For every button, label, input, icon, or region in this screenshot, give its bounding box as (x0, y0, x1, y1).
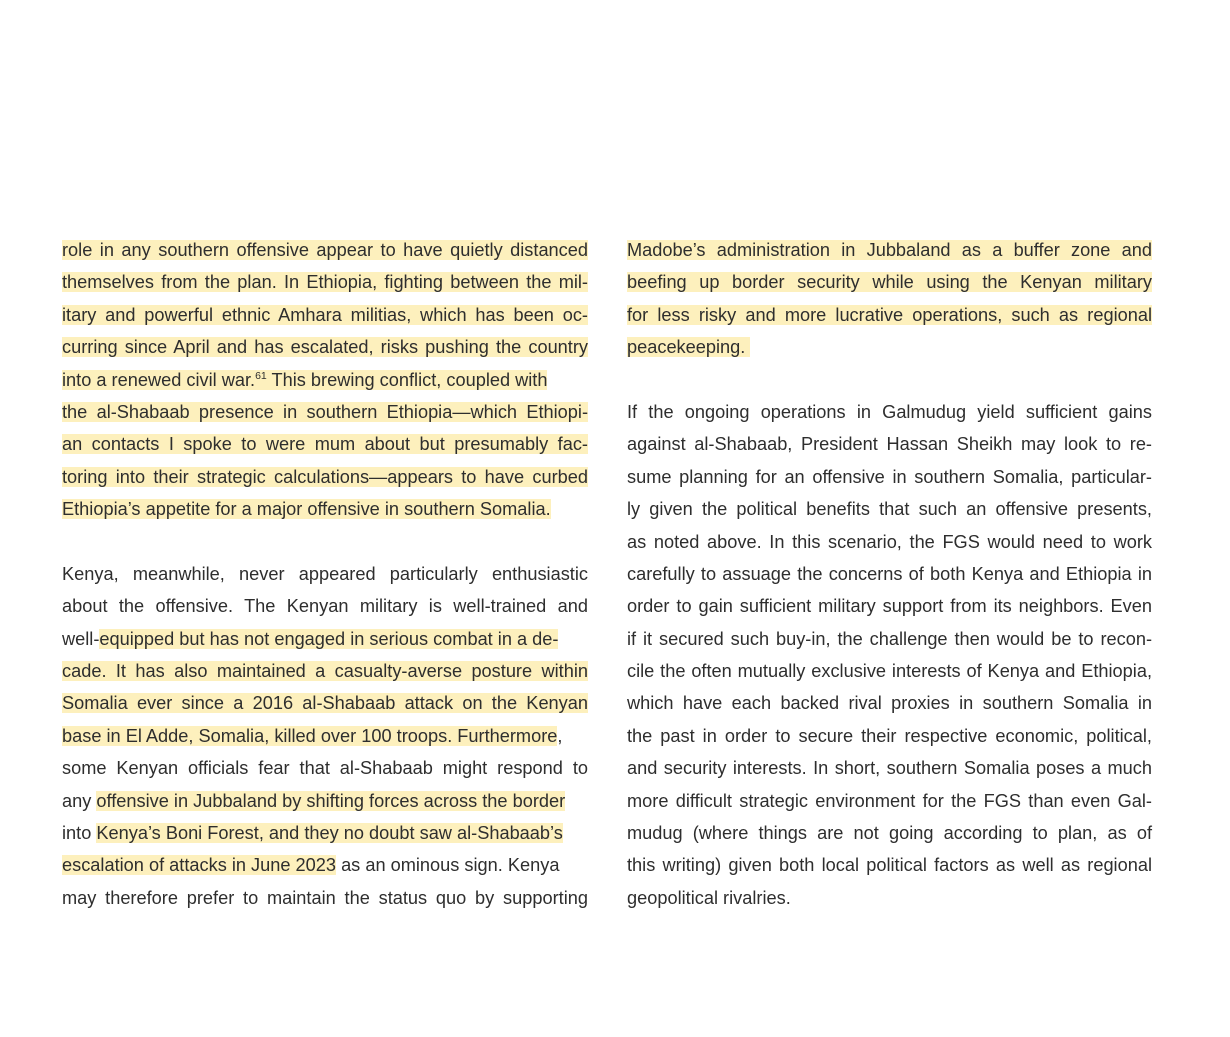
highlighted-text[interactable]: base in El Adde, Somalia, killed over 100 troops. Furthermore (62, 725, 558, 746)
text-run: as noted above. In this scenario, the FGS would need to work (627, 531, 1152, 552)
text-run: if it secured such buy-in, the challenge then would be to recon- (627, 628, 1152, 649)
text-line (62, 496, 588, 528)
text-line (627, 496, 1152, 528)
text-line (62, 431, 588, 463)
text-run: Kenya, meanwhile, never appeared particularly enthusiastic (62, 563, 588, 584)
text-line (627, 723, 1152, 755)
highlighted-text[interactable]: Somalia ever since a 2016 al-Shabaab attack on the Kenyan (62, 693, 588, 714)
text-line (62, 885, 588, 917)
text-run: into (62, 823, 97, 844)
paragraph-galmudug (627, 399, 1152, 917)
text-run: well- (62, 628, 100, 649)
text-line (627, 334, 1152, 366)
text-line (62, 269, 588, 301)
text-line (627, 561, 1152, 593)
text-line (62, 367, 588, 399)
text-line (62, 334, 588, 366)
text-line (62, 399, 588, 431)
text-line (62, 820, 588, 852)
text-run: carefully to assuage the concerns of both Kenya and Ethiopia in (627, 563, 1152, 584)
text-line (627, 885, 1152, 917)
text-line (62, 852, 588, 884)
highlighted-text[interactable]: toring into their strategic calculations—appears to have curbed (62, 466, 588, 487)
paragraph-gap (627, 367, 1152, 399)
highlighted-text[interactable]: peacekeeping. (627, 337, 751, 358)
text-run: this writing) given both local political factors as well as regional (627, 855, 1152, 876)
highlighted-text[interactable]: itary and powerful ethnic Amhara militias, which has been oc- (62, 304, 588, 325)
text-run: mudug (where things are not going according to plan, as of (627, 823, 1152, 844)
text-line (627, 626, 1152, 658)
text-line (627, 788, 1152, 820)
text-line (62, 690, 588, 722)
text-line (627, 690, 1152, 722)
highlighted-text[interactable]: the al-Shabaab presence in southern Ethiopia—which Ethiopi- (62, 401, 588, 422)
text-run: as an ominous sign. Kenya (336, 855, 560, 876)
highlighted-text[interactable] (62, 370, 547, 390)
paragraph-madobe (627, 237, 1152, 367)
text-line (62, 464, 588, 496)
text-run: , (557, 725, 563, 746)
highlighted-text[interactable]: themselves from the plan. In Ethiopia, fighting between the mil- (62, 272, 588, 293)
text-run: into a renewed civil war. (62, 369, 256, 390)
text-line (627, 269, 1152, 301)
highlighted-text[interactable]: Kenya’s Boni Forest, and they no doubt saw al-Shabaab’s (96, 823, 563, 844)
highlighted-text[interactable]: for less risky and more lucrative operations, such as regional (627, 304, 1152, 325)
text-run: sume planning for an offensive in southern Somalia, particular- (627, 466, 1152, 487)
text-line (62, 237, 588, 269)
highlighted-text[interactable]: Ethiopia’s appetite for a major offensive in southern Somalia. (62, 499, 551, 520)
highlighted-text[interactable]: an contacts I spoke to were mum about but presumably fac- (62, 434, 588, 455)
text-line (62, 302, 588, 334)
text-run: geopolitical rivalries. (627, 887, 791, 908)
text-line (627, 237, 1152, 269)
highlighted-text[interactable]: cade. It has also maintained a casualty-averse posture within (62, 661, 588, 682)
text-run: If the ongoing operations in Galmudug yield sufficient gains (627, 401, 1152, 422)
text-line (62, 561, 588, 593)
text-run: cile the often mutually exclusive interests of Kenya and Ethiopia, (627, 661, 1152, 682)
text-line (627, 658, 1152, 690)
paragraph-gap (62, 529, 588, 561)
text-line (62, 755, 588, 787)
text-line (627, 399, 1152, 431)
text-line (627, 593, 1152, 625)
text-line (62, 593, 588, 625)
text-line (627, 755, 1152, 787)
text-run: some Kenyan officials fear that al-Shabaab might respond to (62, 758, 588, 779)
highlighted-text[interactable]: escalation of attacks in June 2023 (62, 855, 337, 876)
right-column (627, 237, 1152, 917)
text-line (627, 852, 1152, 884)
text-run: and security interests. In short, southern Somalia poses a much (627, 758, 1152, 779)
highlighted-text[interactable]: offensive in Jubbaland by shifting forces across the border (96, 790, 566, 811)
text-run: more difficult strategic environment for the FGS than even Gal- (627, 790, 1152, 811)
text-line (627, 820, 1152, 852)
text-run: against al-Shabaab, President Hassan Sheikh may look to re- (627, 434, 1152, 455)
text-line (62, 626, 588, 658)
highlighted-text[interactable]: equipped but has not engaged in serious combat in a de- (99, 628, 559, 649)
text-run: which have each backed rival proxies in southern Somalia in (627, 693, 1152, 714)
paragraph-kenya (62, 561, 588, 917)
highlighted-text[interactable]: Madobe’s administration in Jubbaland as a buffer zone and (627, 240, 1152, 260)
text-run: about the offensive. The Kenyan military is well-trained and (62, 596, 588, 617)
highlighted-text[interactable]: beefing up border security while using the Kenyan military (627, 272, 1152, 293)
text-line (627, 529, 1152, 561)
footnote-marker[interactable]: 61 (255, 369, 267, 382)
text-run: order to gain sufficient military support from its neighbors. Even (627, 596, 1152, 617)
text-run: any (62, 790, 97, 811)
paragraph-ethiopia (62, 237, 588, 529)
text-line (627, 431, 1152, 463)
text-line (62, 723, 588, 755)
text-run: This brewing conflict, coupled with (266, 369, 548, 390)
text-line (627, 464, 1152, 496)
highlighted-text[interactable]: role in any southern offensive appear to have quietly distanced (62, 240, 588, 260)
left-column (62, 237, 588, 917)
text-line (627, 302, 1152, 334)
text-line (62, 788, 588, 820)
text-run: ly given the political benefits that such an offensive presents, (627, 499, 1152, 520)
text-line (62, 658, 588, 690)
text-run: the past in order to secure their respective economic, political, (627, 725, 1152, 746)
text-run: may therefore prefer to maintain the status quo by supporting (62, 887, 588, 908)
highlighted-text[interactable]: curring since April and has escalated, risks pushing the country (62, 337, 588, 358)
